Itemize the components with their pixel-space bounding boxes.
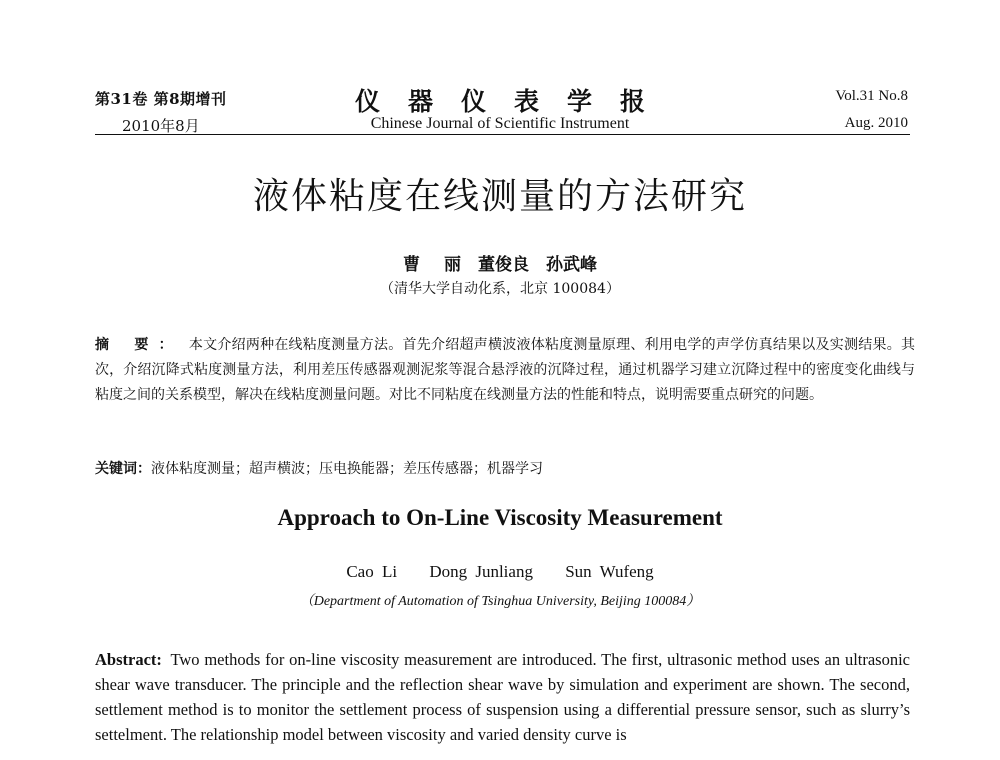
abstract-cn <box>95 333 915 408</box>
keywords-label-cn: 关键词： <box>95 461 151 477</box>
keywords-text-cn: 液体粘度测量；超声横波；压电换能器；差压传感器；机器学习 <box>151 461 543 477</box>
affiliation-en: （Department of Automation of Tsinghua University, Beijing 100084） <box>299 594 701 609</box>
abstract-text-cn: 本文介绍两种在线粘度测量方法。首先介绍超声横波液体粘度测量原理、利用电学的声学仿真结果以及实测结果。其次，介绍沉降式粘度测量方法，利用差压传感器观测泥浆等混合悬浮液的沉降过程，通过机器学习建立沉降过程中的密度变化曲线与粘度之间的关系模型，解决在线粘度测量问题。对比不同粘度在线测量方法的性能和特点，说明需要重点研究的问题。 <box>95 337 916 403</box>
paper-title-cn: 液体粘度在线测量的方法研究 <box>252 176 747 217</box>
date-en: Aug. 2010 <box>844 115 908 131</box>
abstract-text-en: Two methods for on-line viscosity measurement are introduced. The first, ultrasonic method uses an ultrasonic shear wave transducer. The principle and the reflection shear wave by simulation and experiment are shown. The second, settlement method is to monitor the settlement process of suspension using a differential pressure sensor, such as slurry’s settelment. The relationship model between viscosity and varied density curve is <box>95 650 911 744</box>
date-cn: 2010年8月 <box>122 117 200 135</box>
affiliation-cn: （清华大学自动化系，北京 100084） <box>380 281 620 297</box>
volume-issue-en: Vol.31 No.8 <box>835 88 908 104</box>
author-en: Cao Li <box>346 562 398 581</box>
author-en: Dong Junliang <box>429 562 533 581</box>
author-en: Sun Wufeng <box>565 562 654 581</box>
keywords-cn <box>95 457 915 482</box>
journal-name-en: Chinese Journal of Scientific Instrument <box>370 115 630 132</box>
authors-cn: 曹 丽 董俊良 孙武峰 <box>403 255 597 275</box>
volume-issue-cn: 第31卷 第8期增刊 <box>95 90 227 108</box>
paper-title-en: Approach to On-Line Viscosity Measurement <box>277 505 723 530</box>
abstract-en <box>95 647 910 747</box>
abstract-label-cn: 摘 要： <box>95 337 183 353</box>
header-rule <box>95 134 910 135</box>
authors-en <box>0 562 1000 582</box>
journal-name-cn: 仪器仪表学报 <box>354 87 673 116</box>
abstract-label-en: Abstract: <box>95 650 162 669</box>
